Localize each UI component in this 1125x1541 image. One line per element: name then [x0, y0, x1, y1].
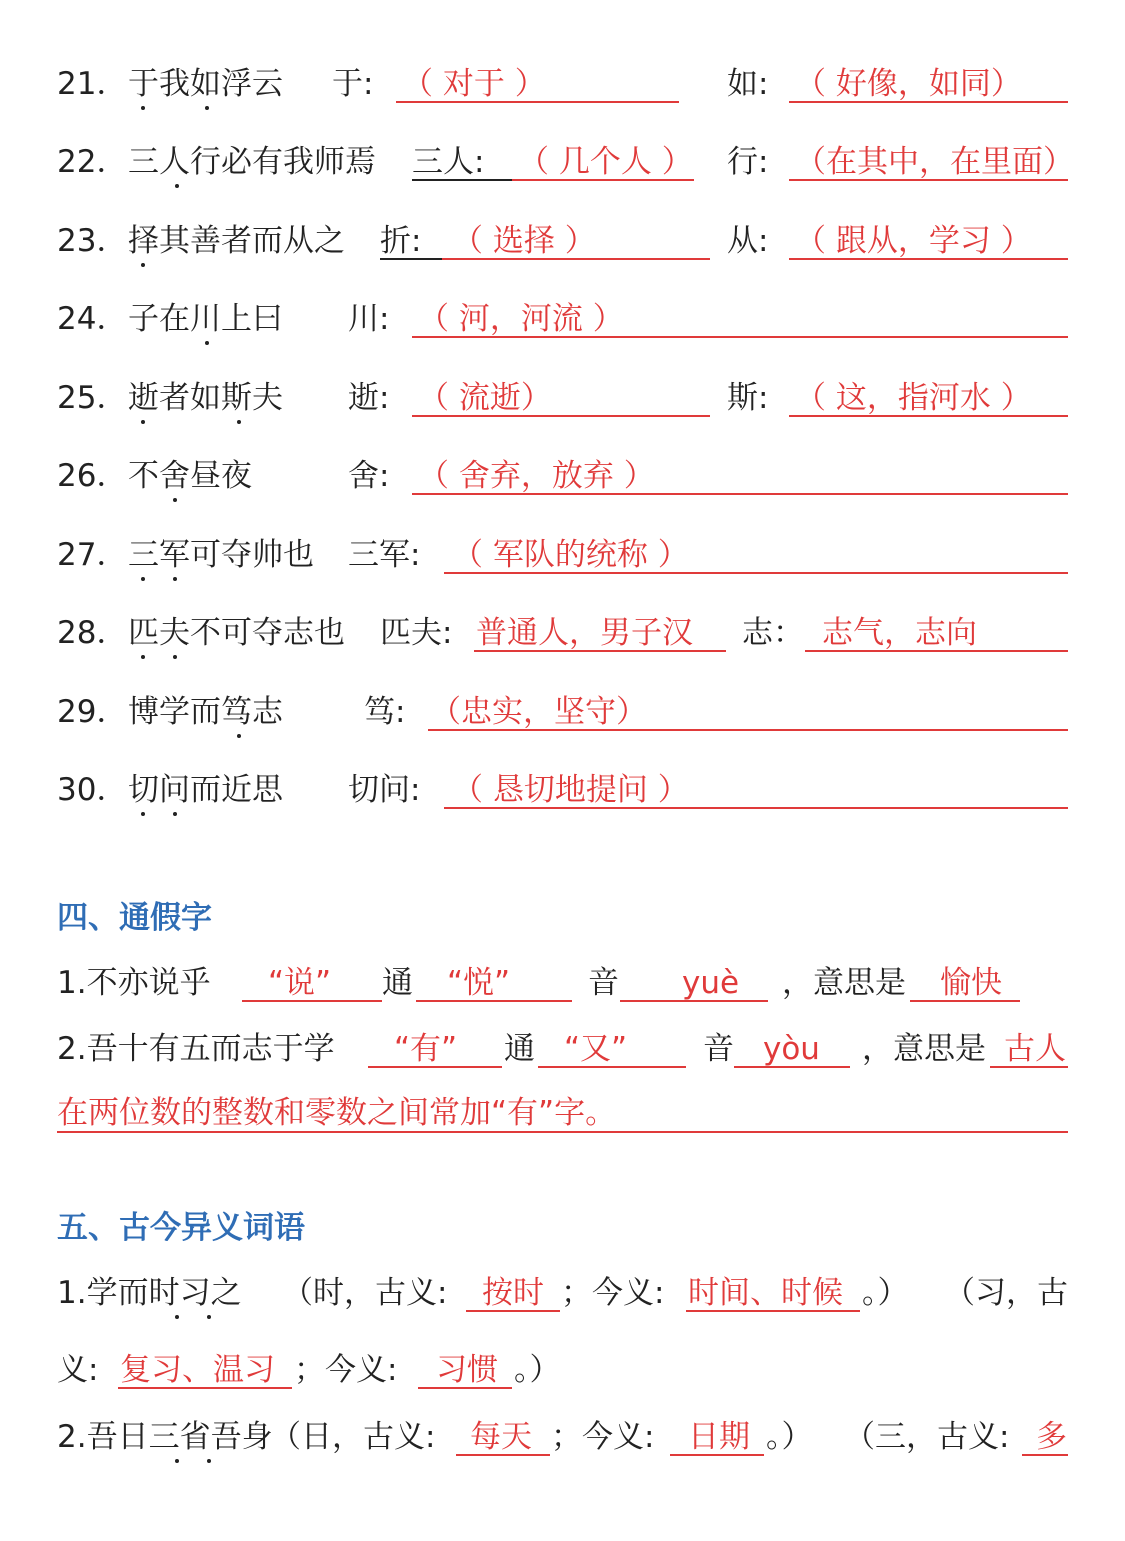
paren-text: ；今义:	[294, 1352, 398, 1388]
answer-text: （ 流逝）	[418, 380, 552, 416]
row-phrase: 不舍昼夜	[128, 458, 252, 494]
answer-text: “悦”	[447, 965, 511, 1001]
row-number: 29．	[57, 694, 128, 730]
row-number: 24．	[57, 301, 128, 337]
paren-text: （时，古义:	[282, 1275, 448, 1311]
answer-text: 每天	[470, 1419, 532, 1455]
emphasis-dot	[141, 812, 145, 816]
item-text: 2.吾十有五而志于学	[57, 1031, 335, 1067]
answer-underline	[57, 1131, 1068, 1133]
answer-text: （ 对于 ）	[402, 66, 546, 102]
answer-underline	[418, 1387, 512, 1389]
emphasis-dot	[175, 1459, 179, 1463]
answer-underline	[416, 1000, 572, 1002]
answer-underline	[789, 415, 1068, 417]
row-number: 22．	[57, 144, 128, 180]
answer-text: 普通人，男子汉	[476, 615, 693, 651]
emphasis-dot	[175, 184, 179, 188]
pinyin-text: yòu	[763, 1031, 820, 1067]
row-number: 25．	[57, 380, 128, 416]
tong-label: 通	[504, 1031, 535, 1067]
answer-text: （在其中，在里面）	[795, 144, 1074, 180]
answer-text: 愉快	[940, 965, 1002, 1001]
term-label: 斯:	[727, 380, 769, 416]
term-label: 舍:	[348, 458, 390, 494]
item-text: 1.学而时习之	[57, 1275, 242, 1311]
emphasis-dot	[141, 263, 145, 267]
item-text: 2.吾日三省吾身	[57, 1419, 273, 1455]
answer-text: 志气，志向	[822, 615, 977, 651]
emphasis-dot	[173, 577, 177, 581]
answer-underline	[789, 179, 1068, 181]
row-number: 30．	[57, 772, 128, 808]
term-label: 如:	[727, 66, 769, 102]
answer-underline	[512, 179, 694, 181]
answer-underline	[412, 336, 1068, 338]
term-label: 于:	[332, 66, 374, 102]
yin-label: 音	[703, 1031, 734, 1067]
answer-underline	[444, 807, 1068, 809]
row-phrase: 子在川上曰	[128, 301, 283, 337]
answer-underline	[412, 415, 710, 417]
term-label: 川:	[348, 301, 390, 337]
row-number: 23．	[57, 223, 128, 259]
answer-underline	[620, 1000, 768, 1002]
emphasis-dot	[175, 1315, 179, 1319]
pinyin-text: yuè	[682, 965, 740, 1001]
term-label: 三人:	[412, 144, 485, 180]
emphasis-dot	[237, 734, 241, 738]
emphasis-dot	[205, 106, 209, 110]
answer-underline	[538, 1066, 686, 1068]
answer-underline	[442, 258, 710, 260]
row-phrase: 匹夫不可夺志也	[128, 615, 345, 651]
item-text: 1.不亦说乎	[57, 965, 211, 1001]
row-phrase: 博学而笃志	[128, 694, 283, 730]
row-phrase: 择其善者而从之	[128, 223, 345, 259]
answer-text: （ 军队的统称 ）	[452, 537, 689, 573]
term-label: 笃:	[364, 694, 406, 730]
emphasis-dot	[205, 341, 209, 345]
answer-text-continued: 在两位数的整数和零数之间常加“有”字。	[57, 1095, 617, 1131]
answer-text: （ 河，河流 ）	[418, 301, 624, 337]
answer-underline	[805, 650, 1068, 652]
answer-underline	[368, 1066, 502, 1068]
answer-underline	[412, 493, 1068, 495]
answer-text: 时间、时候	[688, 1275, 843, 1311]
answer-text: （ 跟从，学习 ）	[795, 223, 1032, 259]
answer-underline	[456, 1454, 550, 1456]
answer-underline	[789, 101, 1068, 103]
row-number: 27．	[57, 537, 128, 573]
paren-text: ；今义:	[551, 1419, 655, 1455]
emphasis-dot	[173, 498, 177, 502]
term-label: 三军:	[348, 537, 421, 573]
answer-underline	[242, 1000, 382, 1002]
answer-underline	[466, 1310, 560, 1312]
answer-text: （ 好像，如同）	[795, 66, 1022, 102]
section-title-tongjiazi: 四、通假字	[57, 900, 212, 936]
answer-text: “有”	[394, 1031, 458, 1067]
term-label: 折:	[380, 223, 422, 259]
answer-text: 古人	[1004, 1031, 1066, 1067]
row-phrase: 三人行必有我师焉	[128, 144, 376, 180]
emphasis-dot	[173, 655, 177, 659]
answer-text: （ 几个人 ）	[518, 144, 693, 180]
term-label: 志：	[742, 615, 804, 651]
answer-underline	[444, 572, 1068, 574]
answer-text: 复习、温习	[120, 1352, 275, 1388]
answer-underline	[734, 1066, 850, 1068]
answer-text: 日期	[688, 1419, 750, 1455]
paren-text: 。）	[514, 1352, 561, 1388]
term-label: 逝:	[348, 380, 390, 416]
answer-underline	[910, 1000, 1020, 1002]
row-phrase: 逝者如斯夫	[128, 380, 283, 416]
answer-text: 习惯	[436, 1352, 498, 1388]
answer-text: 按时	[482, 1275, 544, 1311]
answer-text: 多	[1036, 1419, 1067, 1455]
term-label: 行:	[727, 144, 769, 180]
answer-text: “又”	[564, 1031, 628, 1067]
paren-text: 。）	[766, 1419, 813, 1455]
emphasis-dot	[237, 420, 241, 424]
answer-text: “说”	[268, 965, 332, 1001]
row-number: 28．	[57, 615, 128, 651]
answer-underline	[670, 1454, 764, 1456]
section-title-gujin-yiyi: 五、古今异义词语	[57, 1210, 305, 1246]
answer-underline	[428, 729, 1068, 731]
emphasis-dot	[141, 106, 145, 110]
emphasis-dot	[141, 577, 145, 581]
paren-text: （日，古义:	[270, 1419, 436, 1455]
paren-text: 义:	[57, 1352, 99, 1388]
emphasis-dot	[141, 655, 145, 659]
row-number: 21．	[57, 66, 128, 102]
answer-text: （ 这，指河水 ）	[795, 380, 1032, 416]
answer-underline	[789, 258, 1068, 260]
answer-underline	[474, 650, 726, 652]
answer-text: （ 舍弃，放弃 ）	[418, 458, 655, 494]
meaning-label: ，意思是	[862, 1031, 986, 1067]
term-label: 匹夫:	[380, 615, 453, 651]
row-number: 26．	[57, 458, 128, 494]
paren-text: ；今义:	[561, 1275, 665, 1311]
row-phrase: 切问而近思	[128, 772, 283, 808]
emphasis-dot	[207, 1459, 211, 1463]
answer-underline	[1022, 1454, 1068, 1456]
emphasis-dot	[141, 420, 145, 424]
answer-text: （忠实，坚守）	[430, 694, 647, 730]
emphasis-dot	[207, 1315, 211, 1319]
answer-underline	[396, 101, 679, 103]
term-label: 从:	[727, 223, 769, 259]
term-label: 切问:	[348, 772, 421, 808]
answer-text: （ 恳切地提问 ）	[452, 772, 689, 808]
answer-underline	[990, 1066, 1068, 1068]
paren-text: 。）	[862, 1275, 909, 1311]
meaning-label: ，意思是	[782, 965, 906, 1001]
answer-text: （ 选择 ）	[452, 223, 596, 259]
yin-label: 音	[588, 965, 619, 1001]
row-phrase: 于我如浮云	[128, 66, 283, 102]
answer-underline	[118, 1387, 292, 1389]
emphasis-dot	[173, 812, 177, 816]
paren-text: （习，古	[944, 1275, 1068, 1311]
paren-text: （三，古义:	[844, 1419, 1010, 1455]
tong-label: 通	[382, 965, 413, 1001]
row-phrase: 三军可夺帅也	[128, 537, 314, 573]
answer-underline	[686, 1310, 860, 1312]
